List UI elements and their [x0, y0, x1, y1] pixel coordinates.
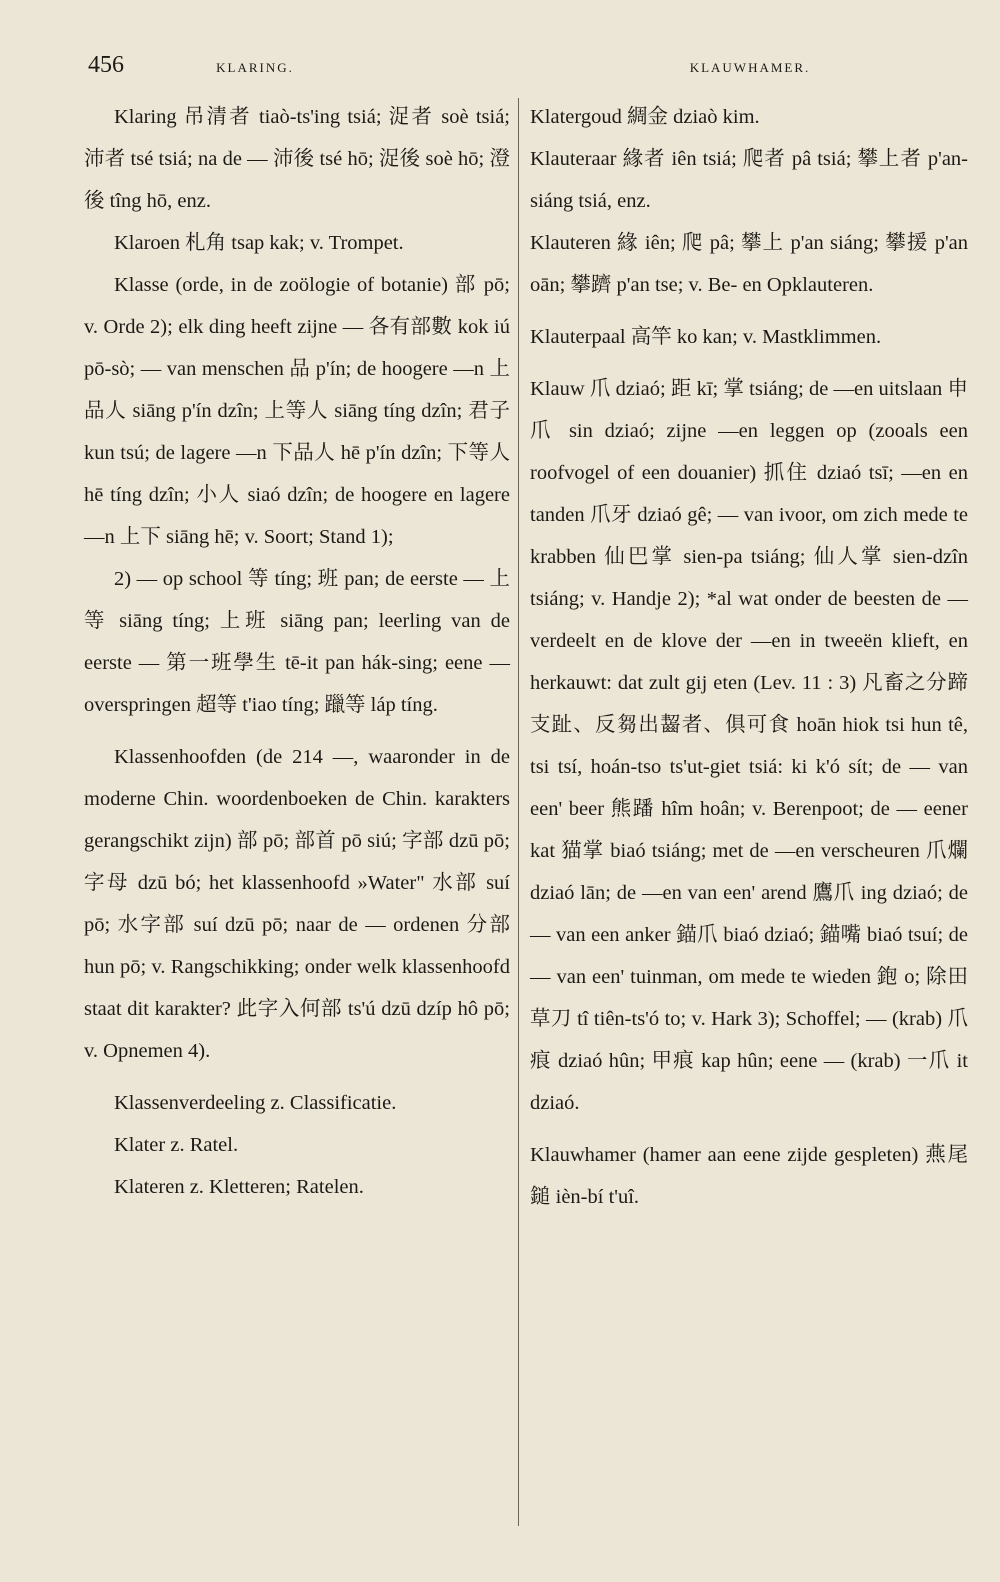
page-header [0, 50, 1000, 84]
column-divider [518, 98, 519, 1526]
entry-klasse-2: 2) — op school 等 tíng; 班 pan; de eerste — 上等 siāng tíng; 上班 siāng pan; leerling van de eerste — 第一班學生 tē-it pan hák-sing; eene — overspringen 超等 t'iao tíng; 躐等 láp tíng. [84, 568, 510, 716]
page-number: 456 [88, 52, 124, 78]
left-column [84, 96, 510, 1208]
right-running-head: KLAUWHAMER. [689, 60, 811, 75]
entry-klassenhoofden: Klassenhoofden (de 214 —, waaronder in de moderne Chin. woordenboeken de Chin. karakters gerangschikt zijn) 部 pō; 部首 pō siú; 字部 dzū pō; 字母 dzū bó; het klassenhoofd »Water" 水部 suí pō; 水字部 suí dzū pō; naar de — ordenen 分部 hun pō; v. Rangschikking; onder welk klassenhoofd staat dit karakter? 此字入何部 ts'ú dzū dzíp hô pō; v. Opnemen 4). [84, 746, 510, 1062]
entry-klassenverdeeling: Klassenverdeeling z. Classificatie. [114, 1092, 397, 1114]
entry-klauw: Klauw 爪 dziaó; 距 kī; 掌 tsiáng; de —en uitslaan 申爪 sin dziaó; zijne —en leggen op (zooals een roofvogel of een douanier) 抓住 dziaó tsī; —en en tanden 爪牙 dziaó gê; — van ivoor, om zich mede te krabben 仙巴掌 sien-pa tsiáng; 仙人掌 sien-dzîn tsiáng; v. Handje 2); *al wat onder de beesten de — verdeelt en de klove der —en in tweeën klieft, en herkauwt: dat zult gij eten (Lev. 11 : 3) 凡畜之分蹄支趾、反芻出齧者、俱可食 hoān hiok tsi hun tê, tsi tsí, hoán-tso ts'ut-giet tsiá: ki k'ó sít; de — van een' beer 熊蹯 hîm hoân; v. Berenpoot; de — eener kat 猫掌 biaó tsiáng; met de —en verscheuren 爪爛 dziaó lān; de —en van een' arend 鷹爪 ing dziaó; de — van een anker 錨爪 biaó dziaó; 錨嘴 biaó tsuí; de — van een' tuinman, om mede te wieden 鉋 o; 除田草刀 tî tiên-ts'ó to; v. Hark 3); Schoffel; — (krab) 爪痕 dziaó hûn; 甲痕 kap hûn; eene — (krab) 一爪 it dziaó. [530, 378, 968, 1114]
entry-klatergoud: Klatergoud 綢金 dziaò kim. [530, 106, 760, 128]
entry-klaring: Klaring 吊清者 tiaò-ts'ing tsiá; 浞者 soè tsiá; 沛者 tsé tsiá; na de — 沛後 tsé hō; 浞後 soè hō; 澄後 tîng hō, enz. [84, 106, 510, 212]
left-running-head: KLARING. [216, 60, 294, 75]
entry-klasse: Klasse (orde, in de zoölogie of botanie) 部 pō; v. Orde 2); elk ding heeft zijne — 各有部數 kok iú pō-sò; — van menschen 品 p'ín; de hoogere —n 上品人 siāng p'ín dzîn; 上等人 siāng tíng dzîn; 君子 kun tsú; de lagere —n 下品人 hē p'ín dzîn; 下等人 hē tíng dzîn; 小人 siaó dzîn; de hoogere en lagere —n 上下 siāng hē; v. Soort; Stand 1); [84, 274, 510, 548]
entry-klauteraar: Klauteraar 緣者 iên tsiá; 爬者 pâ tsiá; 攀上者 p'an-siáng tsiá, enz. [530, 148, 968, 212]
entry-klauterpaal: Klauterpaal 高竿 ko kan; v. Mastklimmen. [530, 326, 882, 348]
entry-klaroen: Klaroen 札角 tsap kak; v. Trompet. [114, 232, 404, 254]
entry-klauteren: Klauteren 緣 iên; 爬 pâ; 攀上 p'an siáng; 攀援 p'an oān; 攀躋 p'an tse; v. Be- en Opklauteren. [530, 232, 968, 296]
right-column [530, 96, 968, 1218]
entry-klateren: Klateren z. Kletteren; Ratelen. [114, 1176, 364, 1198]
entry-klater: Klater z. Ratel. [114, 1134, 239, 1156]
entry-klauwhamer: Klauwhamer (hamer aan eene zijde gespleten) 燕尾鎚 ièn-bí t'uî. [530, 1144, 968, 1208]
